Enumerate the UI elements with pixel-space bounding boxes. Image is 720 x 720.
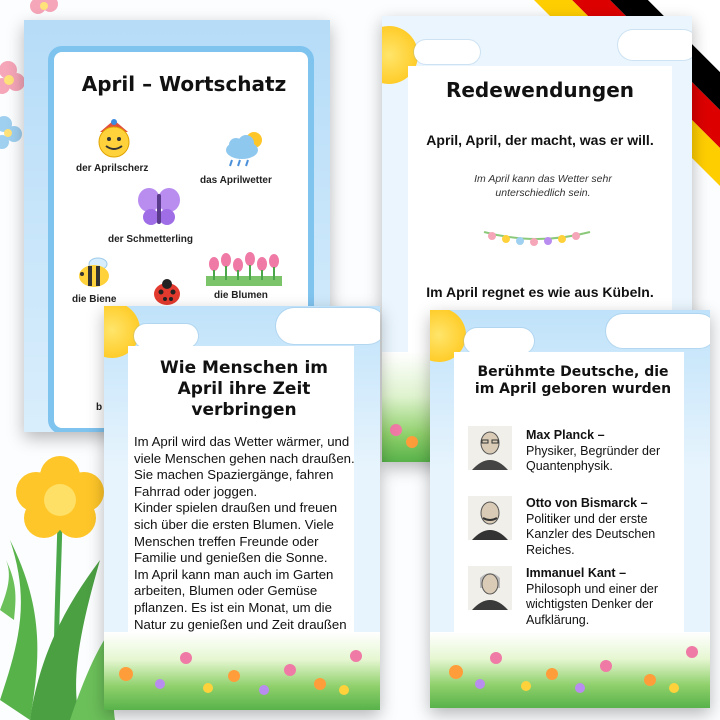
idiom-1: April, April, der macht, was er will. [426, 132, 654, 148]
vocab-item-label: der Schmetterling [108, 234, 194, 245]
green-grass-icon [0, 560, 16, 620]
vocab-item-label: das Aprilwetter [200, 175, 272, 186]
vocab-item-label: b [96, 402, 103, 413]
person-name: Otto von Bismarck [526, 496, 638, 510]
flowers-border-icon [430, 638, 710, 708]
leisure-text [134, 434, 360, 650]
portrait-max-planck-icon [468, 426, 512, 470]
vocab-item-label: die Biene [72, 294, 117, 305]
person-desc: Politiker und der erste Kanzler des Deutschen Reiches. [526, 511, 656, 557]
butterfly-icon [136, 186, 182, 228]
cloud-icon [618, 30, 692, 60]
vocab-title: April – Wortschatz [81, 72, 287, 96]
flowers-border-icon [104, 640, 380, 710]
person-entry [526, 566, 686, 628]
person-desc: Philosoph und einer der wichtigsten Denker der Aufklärung. [526, 581, 659, 627]
portrait-bismarck-icon [468, 496, 512, 540]
pink-flower-icon [30, 0, 58, 14]
person-name: Immanuel Kant [526, 566, 616, 580]
vocab-item-label: der Aprilscherz [76, 163, 149, 174]
idiom-2: Im April regnet es wie aus Kübeln. [426, 284, 654, 300]
name-dash: – [637, 496, 648, 510]
cloud-icon [606, 314, 710, 348]
cloud-rain-sun-icon [222, 128, 268, 170]
person-desc: Physiker, Begründer der Quantenphysik. [526, 443, 661, 473]
pink-flower-icon [0, 61, 25, 94]
cloud-icon [276, 308, 380, 344]
leisure-title: Wie Menschen im April ihre Zeit verbringen [160, 358, 328, 420]
person-entry [526, 428, 686, 475]
cloud-icon [414, 40, 480, 64]
ladybug-icon [150, 278, 184, 306]
leisure-paragraph: Kinder spielen draußen und freuen sich über die ersten Blumen. Viele Menschen treffen Freunde oder Familie und genießen die Sonne. [134, 500, 338, 566]
cloud-icon [134, 324, 198, 348]
name-dash: – [615, 566, 627, 580]
name-dash: – [594, 428, 605, 442]
idioms-title: Redewendungen [445, 78, 635, 102]
cloud-icon [464, 328, 534, 354]
portrait-kant-icon [468, 566, 512, 610]
leisure-card [104, 306, 380, 710]
joker-face-icon [94, 118, 138, 160]
blue-flower-icon [0, 116, 22, 149]
person-entry [526, 496, 686, 558]
famous-card [430, 310, 710, 708]
person-name: Max Planck [526, 428, 595, 442]
leisure-paragraph: Im April kann man auch im Garten arbeiten, Blumen oder Gemüse pflanzen. Es ist ein Monat, um die Natur zu genießen und Zeit draußen [134, 566, 347, 632]
tulips-icon [206, 250, 282, 286]
leisure-paragraph: Im April wird das Wetter wärmer, und viele Menschen gehen nach draußen. Sie machen Spaziergänge, fahren Fahrrad oder joggen. [134, 434, 355, 499]
famous-title: Berühmte Deutsche, die im April geboren wurden [474, 364, 672, 397]
flower-garland-icon [482, 228, 592, 250]
vocab-item-label: die Blumen [214, 290, 268, 301]
idiom-1-explanation: Im April kann das Wetter sehr unterschiedlich sein. [474, 173, 612, 199]
bee-icon [74, 256, 114, 290]
